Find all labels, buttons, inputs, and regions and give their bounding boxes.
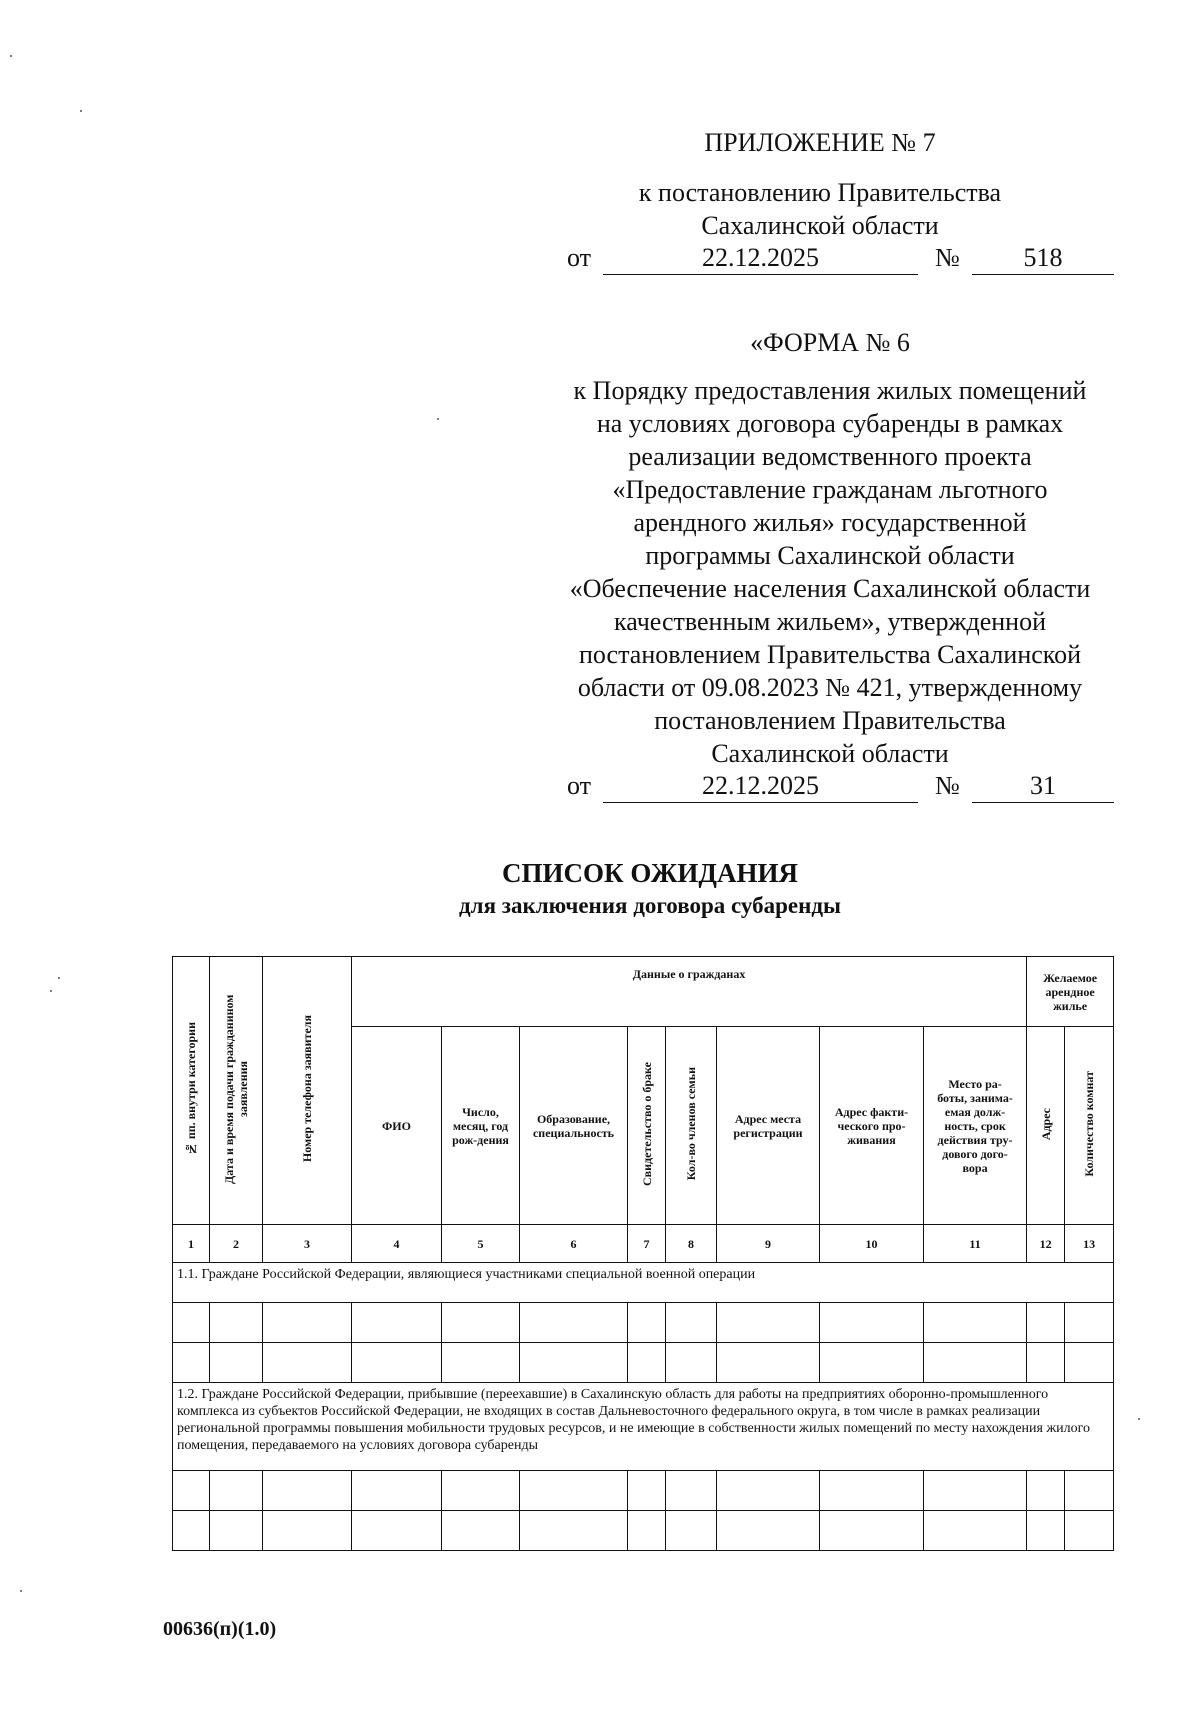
table-cell[interactable]: [263, 1343, 352, 1383]
column-number: 2: [210, 1225, 263, 1263]
table-cell[interactable]: [924, 1303, 1027, 1343]
column-number: 6: [520, 1225, 628, 1263]
footer-code: 00636(п)(1.0): [163, 1618, 277, 1640]
appendix-date: 22.12.2025: [603, 242, 918, 275]
header-fio: ФИО: [352, 1027, 442, 1225]
header-submission-date: Дата и время подачи гражданином заявления: [222, 994, 250, 1184]
header-actual-address: Адрес факти-ческого про-живания: [820, 1027, 924, 1225]
table-row: [173, 1511, 1114, 1551]
table-cell[interactable]: [717, 1511, 820, 1551]
table-header-row: [173, 957, 1114, 1027]
waiting-list-table: [172, 956, 1114, 1551]
table-cell[interactable]: [666, 1343, 717, 1383]
table-cell[interactable]: [210, 1303, 263, 1343]
table-cell[interactable]: [520, 1303, 628, 1343]
table-cell[interactable]: [173, 1511, 210, 1551]
form-line: качественным жильем», утвержденной: [613, 607, 1047, 636]
table-cell[interactable]: [1027, 1511, 1065, 1551]
table-cell[interactable]: [173, 1343, 210, 1383]
scan-speck: [20, 1590, 22, 1592]
scan-speck: [80, 110, 82, 112]
table-cell[interactable]: [210, 1343, 263, 1383]
table-cell[interactable]: [442, 1471, 520, 1511]
table-cell[interactable]: [666, 1471, 717, 1511]
section-row: [173, 1383, 1114, 1471]
table-cell[interactable]: [1027, 1303, 1065, 1343]
table-cell[interactable]: [442, 1343, 520, 1383]
form-line: области от 09.08.2023 № 421, утвержденному: [577, 673, 1083, 702]
header-cell: [263, 957, 352, 1225]
form-title: «ФОРМА № 6: [750, 328, 910, 357]
form-number-label: №: [935, 771, 960, 800]
appendix-line2: Сахалинской области: [701, 211, 939, 240]
appendix-title: ПРИЛОЖЕНИЕ № 7: [704, 128, 936, 157]
header-workplace: Место ра-боты, занима-емая долж-ность, срок действия тру-дового дого-вора: [924, 1027, 1027, 1225]
form-line: «Обеспечение населения Сахалинской области: [569, 574, 1091, 603]
table-cell[interactable]: [442, 1303, 520, 1343]
header-cell: [173, 957, 210, 1225]
column-number: 1: [173, 1225, 210, 1263]
table-cell[interactable]: [717, 1343, 820, 1383]
table-cell[interactable]: [173, 1471, 210, 1511]
form-line: к Порядку предоставления жилых помещений: [573, 376, 1087, 405]
table-cell[interactable]: [628, 1303, 666, 1343]
scan-speck: [10, 55, 12, 57]
scan-speck: [50, 990, 52, 992]
appendix-number-label: №: [935, 243, 960, 272]
form-line: программы Сахалинской области: [645, 541, 1015, 570]
form-line: постановлением Правительства: [654, 706, 1006, 735]
table-cell[interactable]: [924, 1511, 1027, 1551]
appendix-from-label: от: [567, 243, 592, 272]
table-cell[interactable]: [628, 1471, 666, 1511]
column-number: 13: [1065, 1225, 1114, 1263]
section-title-defense-industry: 1.2. Граждане Российской Федерации, прибывшие (переехавшие) в Сахалинскую область для работы на предприятиях оборонно-промышленного комплекса из субъектов Российской Федерации, не входящих в состав Дальневосточного федерального округа, в том числе в рамках реализации региональной программы повышения мобильности трудовых ресурсов, и не имеющие в собственности жилых помещений по месту нахождения жилого помещения, передаваемого на условиях договора субаренды: [173, 1383, 1114, 1471]
form-line: реализации ведомственного проекта: [628, 442, 1032, 471]
table-cell[interactable]: [628, 1511, 666, 1551]
table-cell[interactable]: [820, 1343, 924, 1383]
header-cell: [210, 957, 263, 1225]
table-cell[interactable]: [1065, 1511, 1114, 1551]
header-cell: [1027, 1027, 1065, 1225]
column-number: 4: [352, 1225, 442, 1263]
table-cell[interactable]: [1065, 1343, 1114, 1383]
form-description: [520, 374, 1140, 770]
table-cell[interactable]: [1027, 1471, 1065, 1511]
table-cell[interactable]: [666, 1303, 717, 1343]
table-cell[interactable]: [1065, 1303, 1114, 1343]
scan-speck: [58, 977, 60, 979]
column-number: 3: [263, 1225, 352, 1263]
table-cell[interactable]: [352, 1471, 442, 1511]
appendix-number: 518: [972, 242, 1114, 275]
table-cell[interactable]: [717, 1303, 820, 1343]
table-cell[interactable]: [820, 1471, 924, 1511]
form-from-label: от: [567, 771, 592, 800]
list-subtitle: для заключения договора субаренды: [459, 893, 841, 918]
table-cell[interactable]: [352, 1343, 442, 1383]
table-cell[interactable]: [210, 1471, 263, 1511]
form-line: Сахалинской области: [711, 739, 949, 768]
table-row: [173, 1471, 1114, 1511]
form-date: 22.12.2025: [603, 770, 918, 803]
header-registration-address: Адрес места регистрации: [717, 1027, 820, 1225]
table-cell[interactable]: [520, 1471, 628, 1511]
form-line: постановлением Правительства Сахалинской: [579, 640, 1081, 669]
column-numbers-row: [173, 1225, 1114, 1263]
header-birth-date: Число, месяц, год рож-дения: [442, 1027, 520, 1225]
list-title: СПИСОК ОЖИДАНИЯ: [502, 858, 798, 888]
header-cell: [628, 1027, 666, 1225]
table-row: [173, 1303, 1114, 1343]
appendix-line1: к постановлению Правительства: [638, 178, 1002, 207]
column-number: 7: [628, 1225, 666, 1263]
table-cell[interactable]: [666, 1511, 717, 1551]
column-number: 10: [820, 1225, 924, 1263]
table-cell[interactable]: [820, 1511, 924, 1551]
header-family-members: Кол-во членов семьи: [684, 1067, 698, 1181]
header-housing-group: Желаемое арендное жилье: [1027, 957, 1114, 1027]
scan-speck: [1138, 1418, 1140, 1420]
table-cell[interactable]: [1027, 1343, 1065, 1383]
scan-speck: [437, 418, 439, 420]
header-marriage-certificate: Свидетельство о браке: [639, 1062, 654, 1186]
column-number: 11: [924, 1225, 1027, 1263]
table-cell[interactable]: [263, 1511, 352, 1551]
column-number: 12: [1027, 1225, 1065, 1263]
table-row: [173, 1343, 1114, 1383]
table-cell[interactable]: [1065, 1471, 1114, 1511]
header-phone: Номер телефона заявителя: [300, 1015, 314, 1163]
column-number: 5: [442, 1225, 520, 1263]
header-row-number: № пп. внутри категории: [184, 1021, 198, 1157]
header-cell: [666, 1027, 717, 1225]
form-number: 31: [972, 770, 1114, 803]
section-row: [173, 1263, 1114, 1303]
form-line: на условиях договора субаренды в рамках: [596, 409, 1064, 438]
table-cell[interactable]: [173, 1303, 210, 1343]
header-room-count: Количество комнат: [1082, 1071, 1097, 1177]
table-cell[interactable]: [352, 1303, 442, 1343]
table-cell[interactable]: [263, 1303, 352, 1343]
table-cell[interactable]: [628, 1343, 666, 1383]
header-citizens-group: Данные о гражданах: [352, 957, 1027, 1027]
column-number: 8: [666, 1225, 717, 1263]
table-cell[interactable]: [210, 1511, 263, 1551]
table-cell[interactable]: [263, 1471, 352, 1511]
header-address: Адрес: [1038, 1107, 1053, 1141]
table-cell[interactable]: [442, 1511, 520, 1551]
form-line: арендного жилья» государственной: [633, 508, 1027, 537]
table-cell[interactable]: [520, 1511, 628, 1551]
form-line: «Предоставление гражданам льготного: [612, 475, 1048, 504]
table-cell[interactable]: [717, 1471, 820, 1511]
table-cell[interactable]: [820, 1303, 924, 1343]
table-cell[interactable]: [520, 1343, 628, 1383]
header-cell: [1065, 1027, 1114, 1225]
table-cell[interactable]: [352, 1511, 442, 1551]
table-cell[interactable]: [924, 1343, 1027, 1383]
section-title-svo: 1.1. Граждане Российской Федерации, являющиеся участниками специальной военной операции: [173, 1263, 1114, 1303]
header-education: Образование, специальность: [520, 1027, 628, 1225]
column-number: 9: [717, 1225, 820, 1263]
table-cell[interactable]: [924, 1471, 1027, 1511]
